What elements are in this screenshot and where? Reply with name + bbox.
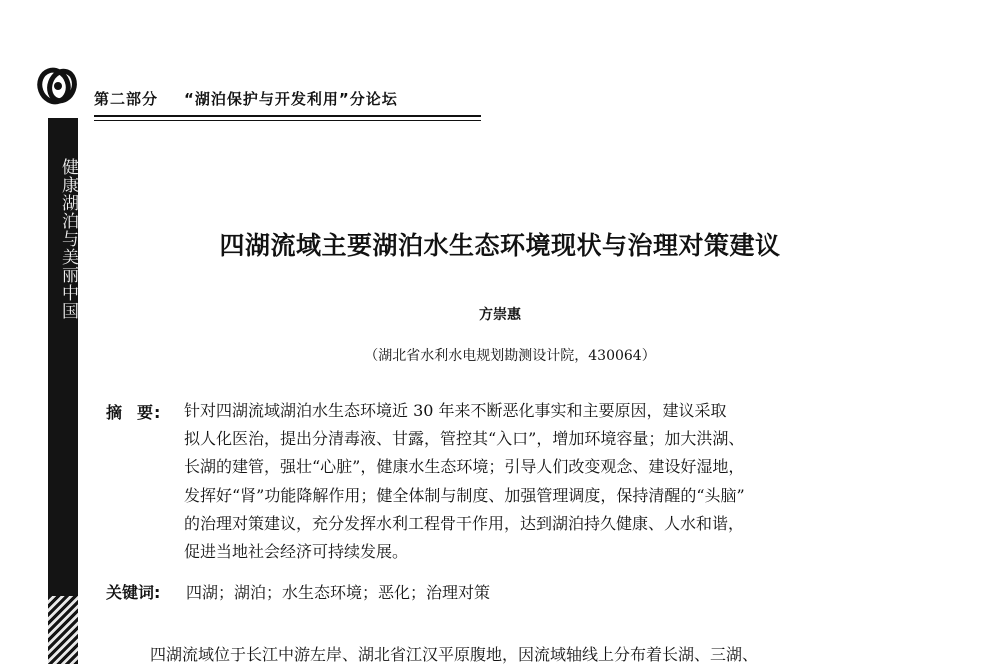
article-affiliation: （湖北省水利水电规划勘测设计院，430064）: [364, 348, 656, 364]
abstract-line: 拟人化医治，提出分清毒液、甘露，管控其“入口”，增加环境容量；加大洪湖、: [184, 429, 745, 449]
header-rule-thin: [94, 120, 481, 121]
abstract-line: 发挥好“肾”功能降解作用；健全体制与制度、加强管理调度，保持清醒的“头脑”: [184, 485, 745, 505]
running-header: [94, 88, 398, 109]
body-paragraph: 四湖流域位于长江中游左岸、湖北省江汉平原腹地，因流域轴线上分布着长湖、三湖、: [150, 645, 759, 664]
abstract-line: 针对四湖流域湖泊水生态环境近 30 年来不断恶化事实和主要原因，建议采取: [184, 401, 727, 420]
abstract-line: 长湖的建管，强壮“心脏”，健康水生态环境；引导人们改变观念、建设好湿地，: [184, 457, 745, 477]
abstract-label: [106, 400, 161, 423]
forum-label: “湖泊保护与开发利用”分论坛: [184, 90, 398, 108]
header-rule-thick: [94, 115, 481, 117]
side-bar-text: 健康湖泊与美丽中国: [58, 158, 78, 320]
abstract-label-b: 要:: [137, 403, 162, 422]
side-bar-stripes: [48, 596, 78, 664]
article-author: 方崇惠: [479, 307, 521, 323]
abstract-body: [184, 397, 880, 566]
section-label: 第二部分: [94, 90, 159, 108]
keywords-label: 关键词:: [106, 583, 161, 602]
series-logo-icon: [36, 64, 82, 110]
side-bar: [48, 118, 78, 664]
abstract-line: 的治理对策建议，充分发挥水利工程骨干作用，达到湖泊持久健康、人水和谐，: [184, 513, 745, 533]
article-title: 四湖流域主要湖泊水生态环境现状与治理对策建议: [219, 231, 781, 260]
keywords-list: 四湖；湖泊；水生态环境；恶化；治理对策: [186, 583, 491, 602]
abstract-label-a: 摘: [106, 403, 124, 422]
abstract-line: 促进当地社会经济可持续发展。: [184, 542, 409, 562]
